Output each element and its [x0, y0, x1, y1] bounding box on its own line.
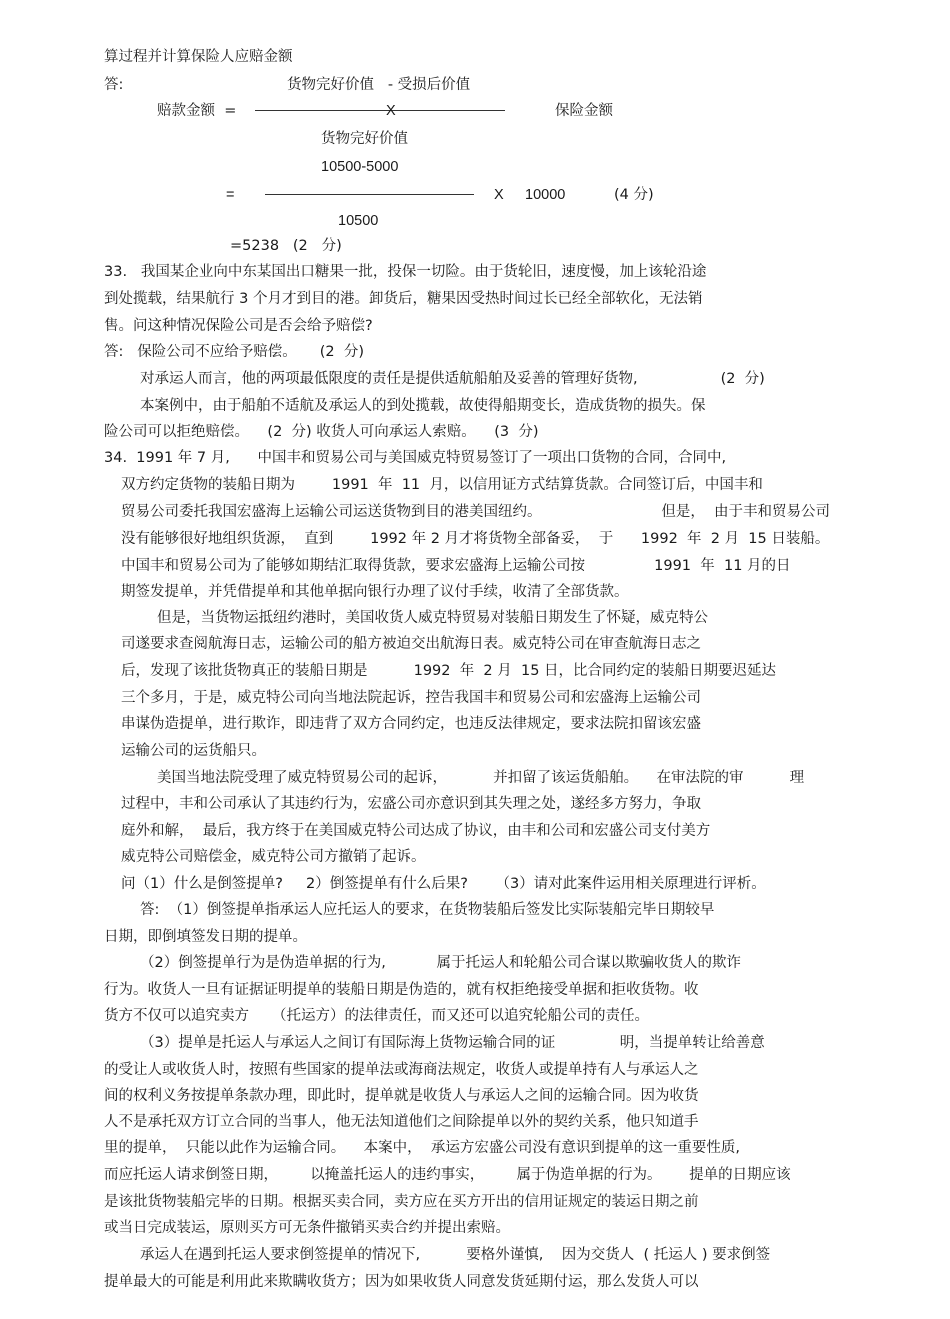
calc-equals: = — [226, 187, 235, 203]
q33-line: 本案例中，由于船舶不适航及承运人的到处揽载，故使得船期变长，造成货物的损失。保 — [140, 398, 706, 414]
formula-insured-amount: 保险金额 — [555, 103, 613, 119]
calc-numerator: 10500-5000 — [321, 159, 399, 175]
q34-line: 双方约定货物的装船日期为 1991 年 11 月，以信用证方式结算货款。合同签订后，中国丰和 — [121, 477, 763, 493]
calc-times: X — [494, 187, 504, 203]
q34-line: 中国丰和贸易公司为了能够如期结汇取得货款，要求宏盛海上运输公司按 1991 年 11 月的日 — [121, 558, 791, 574]
q34-line: 34. 1991 年 7 月, 中国丰和贸易公司与美国威克特贸易签订了一项出口货物的合同，合同中, — [104, 450, 727, 466]
calc-amount: 10000 — [525, 187, 566, 203]
q34-line: 的受让人或收货人时，按照有些国家的提单法或海商法规定，收货人或提单持有人与承运人之 — [104, 1062, 699, 1078]
q34-line: 间的权利义务按提单条款办理，即此时，提单就是收货人与承运人之间的运输合同。因为收货 — [104, 1088, 699, 1104]
q34-line: 没有能够很好地组织货源， 直到 1992 年 2 月才将货物全部备妥， 于 1992 年 2 月 15 日装船。 — [121, 531, 830, 547]
q33-answer: 答: 保险公司不应给予赔偿。 (2 分) — [104, 344, 365, 360]
q33-line: 33. 我国某企业向中东某国出口糖果一批，投保一切险。由于货轮旧，速度慢，加上该轮沿途 — [104, 264, 707, 280]
q34-line: 美国当地法院受理了威克特贸易公司的起诉， 并扣留了该运货船舶。 在审法院的审 理 — [157, 770, 805, 786]
q34-line: 运输公司的运货船只。 — [121, 743, 266, 759]
calc-result: =5238 (2 分) — [230, 238, 342, 254]
formula-denominator: 货物完好价值 — [321, 131, 408, 147]
formula-fraction-bar — [255, 110, 505, 111]
q34-line: 期签发提单，并凭借提单和其他单据向银行办理了议付手续，收清了全部货款。 — [121, 584, 629, 600]
q34-line: 日期，即倒填签发日期的提单。 — [104, 929, 307, 945]
q34-line: 或当日完成装运，原则买方可无条件撤销买卖合约并提出索赔。 — [104, 1220, 510, 1236]
q34-line: 人不是承托双方订立合同的当事人，他无法知道他们之间除提单以外的契约关系，他只知道手 — [104, 1114, 699, 1130]
q34-line: 行为。收货人一旦有证据证明提单的装船日期是伪造的，就有权拒绝接受单据和拒收货物。收 — [104, 982, 699, 998]
q34-line: 后，发现了该批货物真正的装船日期是 1992 年 2 月 15 日，比合同约定的装船日期要迟延达 — [121, 663, 777, 679]
q34-line: 庭外和解， 最后，我方终于在美国威克特公司达成了协议，由丰和公司和宏盛公司支付美方 — [121, 823, 711, 839]
q34-line: 承运人在遇到托运人要求倒签提单的情况下, 要格外谨慎, 因为交货人 ( 托运人 ) 要求倒签 — [140, 1247, 771, 1263]
q34-line: 串谋伪造提单，进行欺诈，即违背了双方合同约定，也违反法律规定，要求法院扣留该宏盛 — [121, 716, 701, 732]
q33-line: 险公司可以拒绝赔偿。 (2 分) 收货人可向承运人索赔。 (3 分) — [104, 424, 539, 440]
q34-line: 威克特公司赔偿金，威克特公司方撤销了起诉。 — [121, 849, 426, 865]
calc-score: (4 分) — [614, 187, 654, 203]
formula-lhs: 赔款金额 = — [157, 103, 237, 119]
q34-line: （2）倒签提单行为是伪造单据的行为, 属于托运人和轮船公司合谋以欺骗收货人的欺诈 — [140, 955, 742, 971]
q33-line: 售。问这种情况保险公司是否会给予赔偿? — [104, 318, 373, 334]
calc-denominator: 10500 — [338, 213, 379, 229]
q34-line: 里的提单， 只能以此作为运输合同。 本案中， 承运方宏盛公司没有意识到提单的这一重要性质, — [104, 1140, 740, 1156]
q34-line: 过程中，丰和公司承认了其违约行为，宏盛公司亦意识到其失理之处，遂经多方努力，争取 — [121, 796, 701, 812]
q34-line: 货方不仅可以追究卖方 （托运方）的法律责任，而又还可以追究轮船公司的责任。 — [104, 1008, 650, 1024]
q34-line: 而应托运人请求倒签日期， 以掩盖托运人的违约事实， 属于伪造单据的行为。 提单的日期应该 — [104, 1167, 791, 1183]
q34-line: （3）提单是托运人与承运人之间订有国际海上货物运输合同的证 明，当提单转让给善意 — [140, 1035, 765, 1051]
q33-line: 到处揽载，结果航行 3 个月才到目的港。卸货后，糖果因受热时间过长已经全部软化，无法销 — [104, 291, 703, 307]
formula-times-mark: X — [386, 103, 396, 119]
q33-line: 对承运人而言，他的两项最低限度的责任是提供适航船舶及妥善的管理好货物, (2 分) — [140, 371, 765, 387]
q34-line: 三个多月，于是，威克特公司向当地法院起诉，控告我国丰和贸易公司和宏盛海上运输公司 — [121, 690, 701, 706]
q34-answer: 答: （1）倒签提单指承运人应托运人的要求，在货物装船后签发比实际装船完毕日期较早 — [140, 902, 715, 918]
intro-line: 算过程并计算保险人应赔金额 — [104, 49, 293, 65]
calc-fraction-bar — [265, 194, 474, 195]
q34-line: 提单最大的可能是利用此来欺瞒收货方；因为如果收货人同意发货延期付运，那么发货人可以 — [104, 1274, 699, 1290]
formula-numerator: 货物完好价值 - 受损后价值 — [287, 77, 471, 93]
q34-line: 贸易公司委托我国宏盛海上运输公司运送货物到目的港美国纽约。 但是， 由于丰和贸易公司 — [121, 504, 831, 520]
q34-line: 但是，当货物运抵纽约港时，美国收货人威克特贸易对装船日期发生了怀疑，威克特公 — [157, 610, 708, 626]
q34-line: 是该批货物装船完毕的日期。根据买卖合同，卖方应在买方开出的信用证规定的装运日期之前 — [104, 1194, 699, 1210]
answer-label: 答: — [104, 77, 124, 93]
q34-question: 问（1）什么是倒签提单? 2）倒签提单有什么后果? （3）请对此案件运用相关原理进行评析。 — [121, 876, 766, 892]
q34-line: 司遂要求查阅航海日志，运输公司的船方被迫交出航海日表。威克特公司在审查航海日志之 — [121, 636, 701, 652]
